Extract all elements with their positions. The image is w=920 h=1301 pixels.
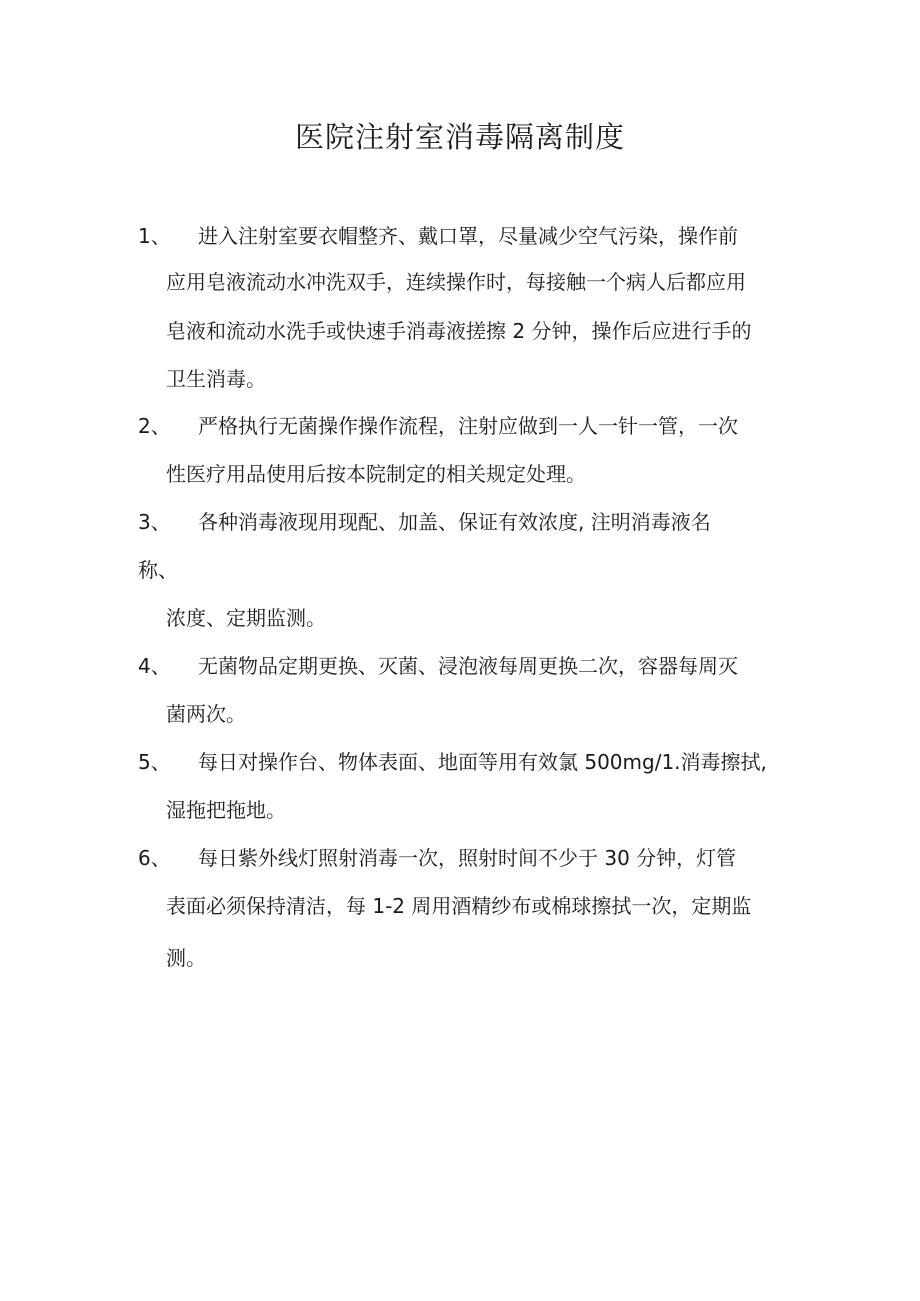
- item-number: 6、: [138, 846, 171, 870]
- item-text-line: 称、: [138, 558, 178, 582]
- item-text-line: 严格执行无菌操作操作流程，注射应做到一人一针一管，一次: [198, 414, 738, 438]
- document-title: 医院注射室消毒隔离制度: [294, 120, 625, 154]
- item-text-line: 测。: [166, 946, 206, 970]
- item-text-line: 湿拖把拖地。: [166, 798, 286, 822]
- item-text-line: 无菌物品定期更换、灭菌、浸泡液每周更换二次，容器每周灭: [198, 654, 738, 678]
- item-text-line: 每日紫外线灯照射消毒一次，照射时间不少于 30 分钟，灯管: [198, 846, 737, 870]
- item-text-line: 性医疗用品使用后按本院制定的相关规定处理。: [166, 462, 586, 486]
- item-number: 5、: [138, 750, 171, 774]
- item-number: 3、: [138, 510, 171, 534]
- item-text-line: 应用皂液流动水冲洗双手，连续操作时，每接触一个病人后都应用: [166, 270, 746, 294]
- item-text-line: 表面必须保持清洁，每 1-2 周用酒精纱布或棉球擦拭一次，定期监: [166, 894, 752, 918]
- item-text-line: 各种消毒液现用现配、加盖、保证有效浓度, 注明消毒液名: [198, 510, 711, 534]
- item-text-line: 进入注射室要衣帽整齐、戴口罩，尽量减少空气污染，操作前: [198, 224, 738, 248]
- item-text-line: 皂液和流动水洗手或快速手消毒液搓擦 2 分钟，操作后应进行手的: [166, 319, 752, 343]
- item-text-line: 菌两次。: [166, 702, 246, 726]
- item-text-line: 浓度、定期监测。: [166, 606, 326, 630]
- item-text-line: 每日对操作台、物体表面、地面等用有效氯 500mg/1.消毒擦拭,: [198, 750, 767, 774]
- item-number: 2、: [138, 414, 171, 438]
- item-text-line: 卫生消毒。: [166, 367, 266, 391]
- item-number: 1、: [138, 224, 171, 248]
- item-number: 4、: [138, 654, 171, 678]
